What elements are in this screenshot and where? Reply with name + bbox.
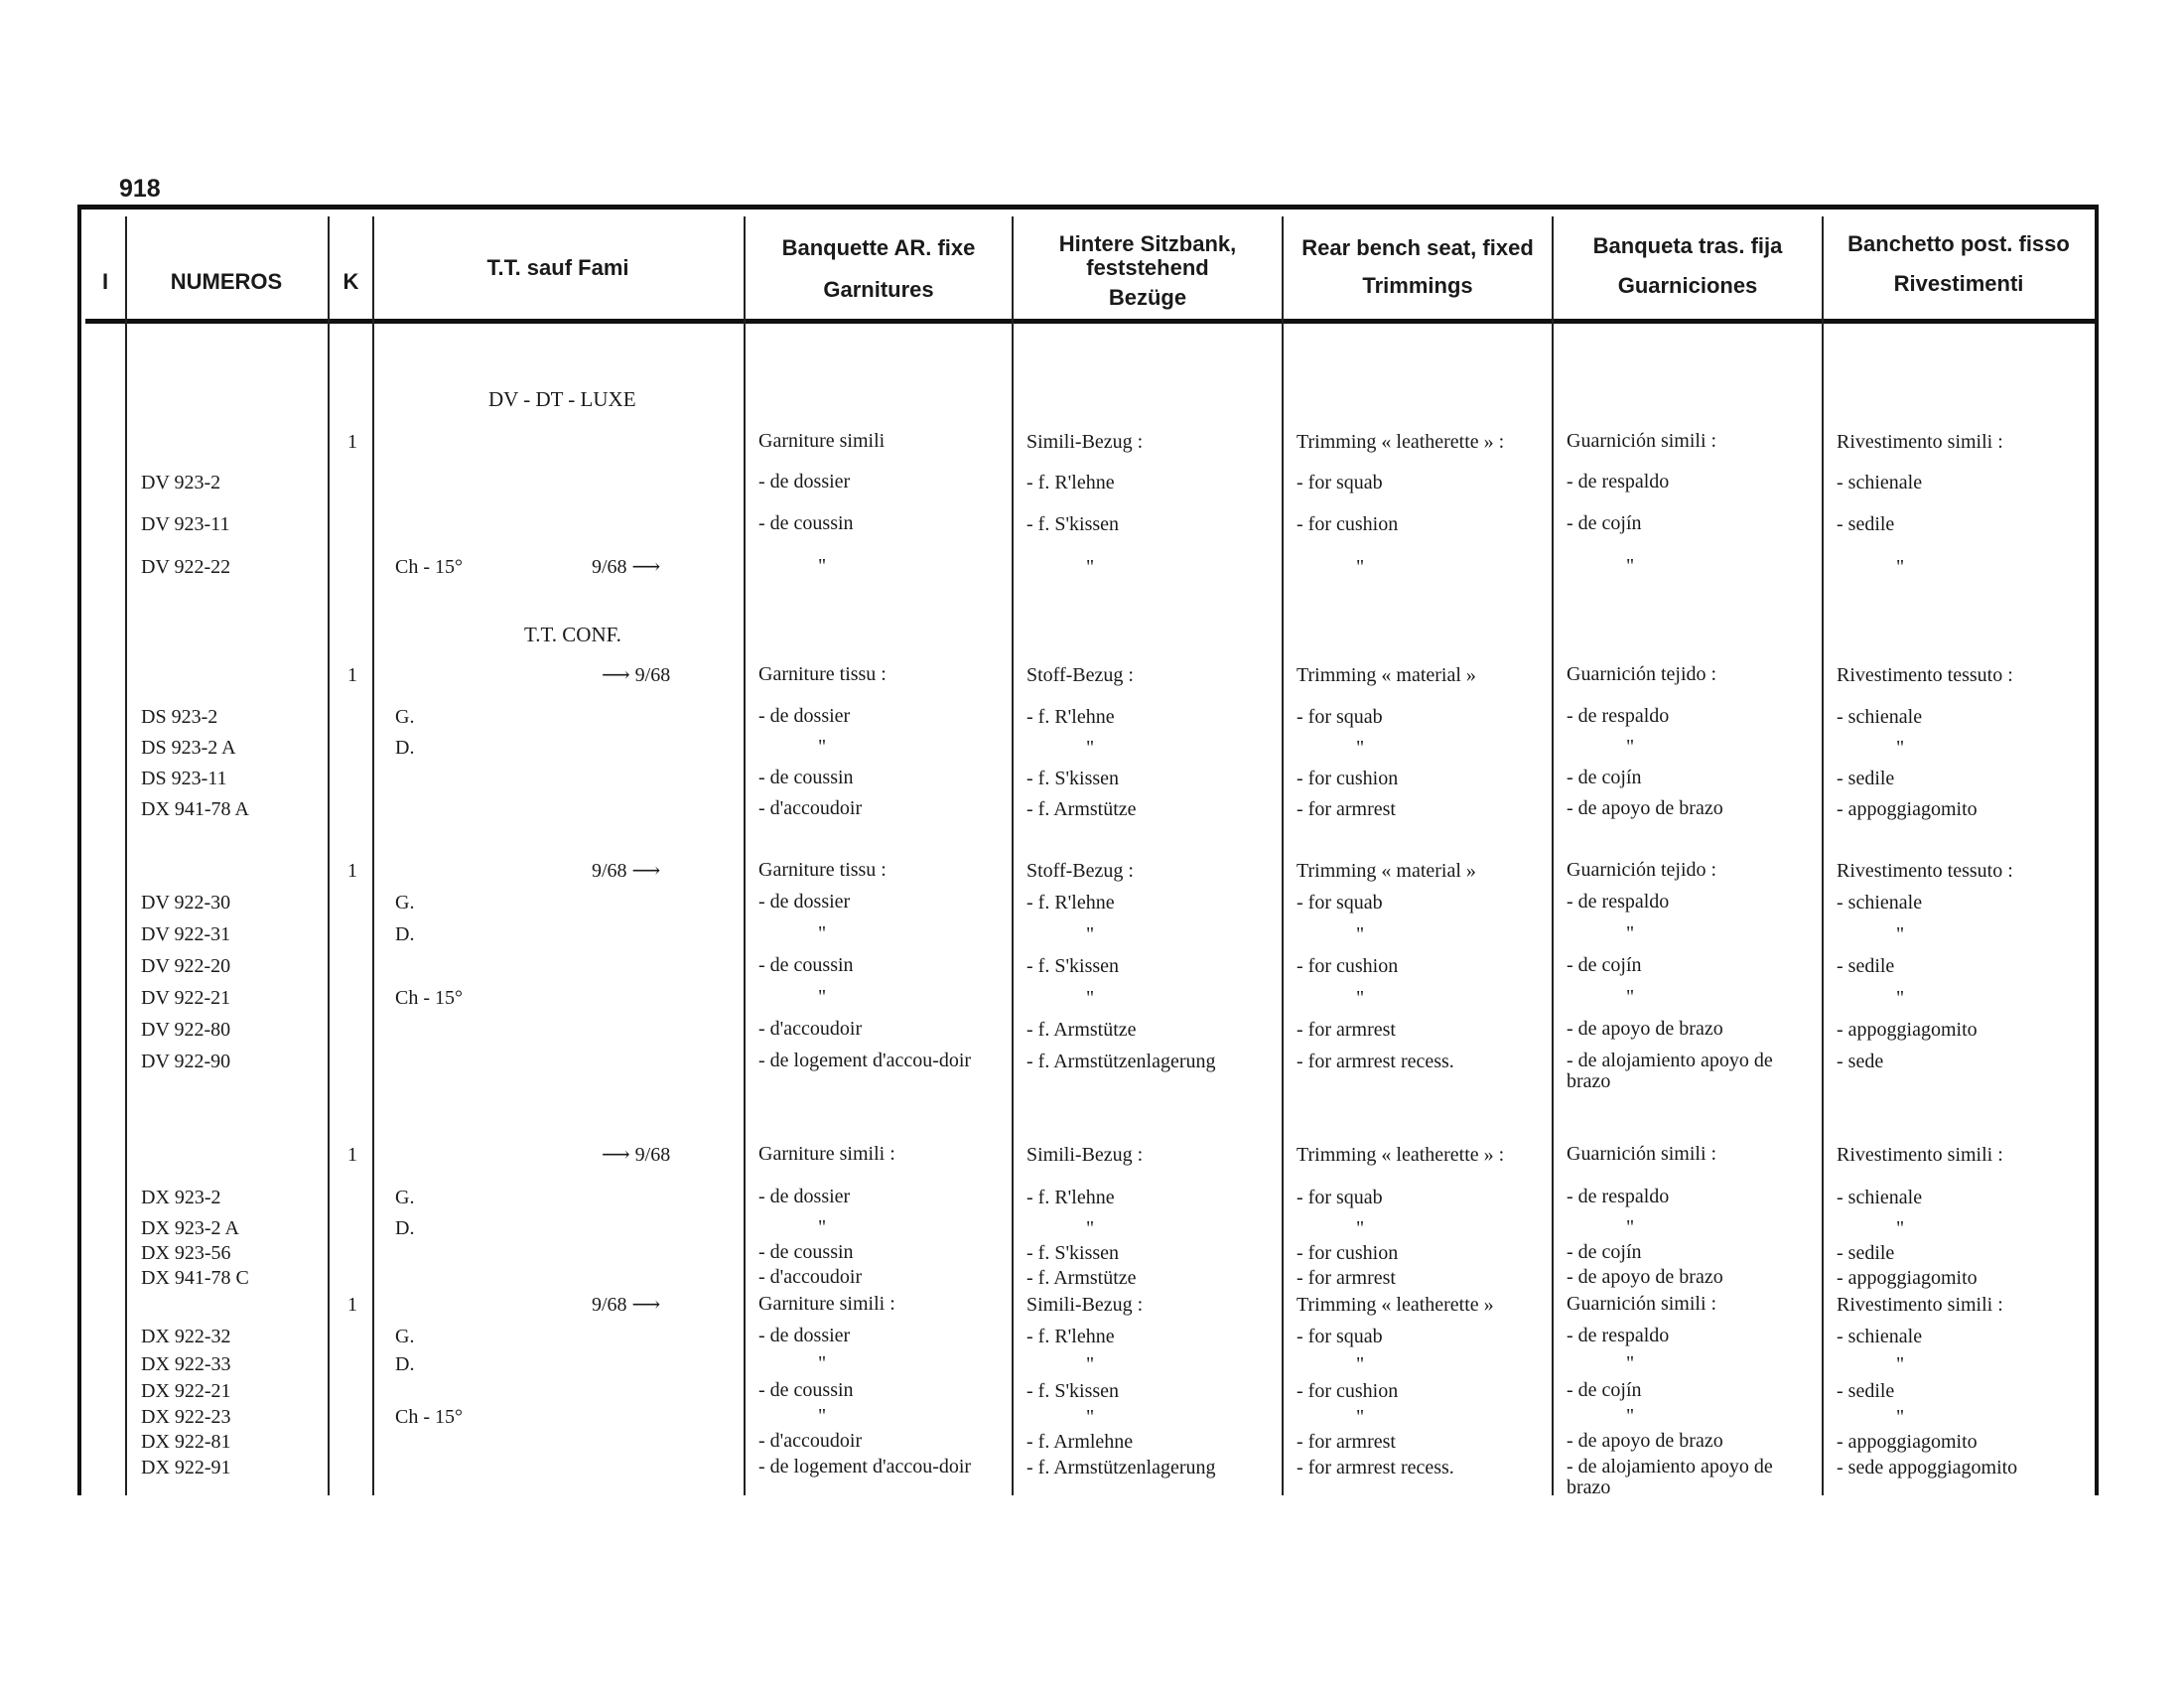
cell-fr: " <box>818 1405 827 1427</box>
cell-fr: - de coussin <box>758 512 854 534</box>
cell-it: - schienale <box>1837 1187 1923 1208</box>
cell-en: - for cushion <box>1297 955 1399 977</box>
cell-de: - f. Armstützenlagerung <box>1026 1051 1216 1072</box>
cell-fr: - de coussin <box>758 767 854 788</box>
cell-fr: Garniture simili : <box>758 1143 895 1165</box>
cell-de: - f. S'kissen <box>1026 1242 1120 1264</box>
cell-it: " <box>1896 737 1905 759</box>
header-it-line1: Banchetto post. fisso <box>1847 231 2070 256</box>
cell-de: - f. S'kissen <box>1026 955 1120 977</box>
cell-de: - f. S'kissen <box>1026 513 1120 535</box>
cell-num: DV 922-21 <box>141 987 231 1009</box>
cell-en: - for armrest <box>1297 1019 1396 1041</box>
cell-es: " <box>1626 555 1635 577</box>
cell-it: Rivestimento tessuto : <box>1837 860 2013 882</box>
cell-es: - de respaldo <box>1567 705 1670 727</box>
cell-en: Trimming « material » <box>1297 664 1476 686</box>
cell-num: DX 922-23 <box>141 1406 231 1428</box>
cell-num: DS 923-11 <box>141 768 227 789</box>
page-number: 918 <box>119 175 161 203</box>
cell-fr: Garniture simili <box>758 430 886 452</box>
cell-num: DS 923-2 A <box>141 737 236 759</box>
cell-fr: - de dossier <box>758 891 851 913</box>
cell-es: - de cojín <box>1567 1379 1642 1401</box>
cell-fr: - de dossier <box>758 471 851 492</box>
cell-en: - for cushion <box>1297 1242 1399 1264</box>
header-tt: T.T. sauf Fami <box>486 255 629 280</box>
top-rule <box>77 205 2099 210</box>
cell-de: Simili-Bezug : <box>1026 431 1144 453</box>
header-rule <box>85 319 2099 324</box>
cell-tt: D. <box>395 737 415 759</box>
header-es-line1: Banqueta tras. fija <box>1592 233 1783 258</box>
cell-tt: D. <box>395 1217 415 1239</box>
cell-en: - for armrest recess. <box>1297 1051 1454 1072</box>
cell-es: " <box>1626 986 1635 1008</box>
cell-it: - appoggiagomito <box>1837 1019 1978 1041</box>
header-it-line2: Rivestimenti <box>1893 271 2024 296</box>
cell-de: " <box>1086 1217 1095 1239</box>
section-title-conf: T.T. CONF. <box>524 623 621 646</box>
cell-es: - de apoyo de brazo <box>1567 1018 1723 1040</box>
cell-num: DV 922-80 <box>141 1019 231 1041</box>
cell-num: DX 923-2 <box>141 1187 221 1208</box>
header-k: K <box>342 269 359 294</box>
cell-es: Guarnición tejido : <box>1567 663 1717 685</box>
cell-it: - sedile <box>1837 955 1895 977</box>
cell-de: - f. Armstütze <box>1026 1019 1137 1041</box>
cell-it: - sede appoggiagomito <box>1837 1457 2018 1478</box>
cell-en: Trimming « leatherette » : <box>1297 1144 1505 1166</box>
cell-en: Trimming « material » <box>1297 860 1476 882</box>
cell-it: Rivestimento simili : <box>1837 1294 2003 1316</box>
cell-fr: " <box>818 736 827 758</box>
cell-es: Guarnición simili : <box>1567 1143 1717 1165</box>
frame-right <box>2095 205 2099 1495</box>
cell-fr: - d'accoudoir <box>758 797 863 819</box>
cell-fr: - de coussin <box>758 1241 854 1263</box>
header-en-line1: Rear bench seat, fixed <box>1301 235 1534 260</box>
cell-it: " <box>1896 1217 1905 1239</box>
header-fr-line1: Banquette AR. fixe <box>781 235 976 260</box>
cell-en: " <box>1356 556 1365 578</box>
cell-num: DX 941-78 A <box>141 798 249 820</box>
col-sep-3 <box>372 216 374 1495</box>
cell-en: - for squab <box>1297 1326 1383 1347</box>
cell-es: " <box>1626 1352 1635 1374</box>
header-numeros: NUMEROS <box>170 269 283 294</box>
cell-de: - f. S'kissen <box>1026 768 1120 789</box>
cell-fr: - de dossier <box>758 1186 851 1207</box>
col-sep-6 <box>1282 216 1284 1495</box>
cell-es: " <box>1626 922 1635 944</box>
cell-es: - de respaldo <box>1567 1325 1670 1346</box>
cell-date: 9/68 ⟶ <box>592 556 661 578</box>
cell-num: DV 922-31 <box>141 923 231 945</box>
cell-es: Guarnición simili : <box>1567 1293 1717 1315</box>
cell-de: " <box>1086 987 1095 1009</box>
col-sep-7 <box>1552 216 1554 1495</box>
cell-it: " <box>1896 923 1905 945</box>
cell-en: - for cushion <box>1297 1380 1399 1402</box>
cell-de: Stoff-Bezug : <box>1026 664 1134 686</box>
cell-date2: ⟶ 9/68 <box>602 664 671 686</box>
cell-fr: - de coussin <box>758 1379 854 1401</box>
col-sep-5 <box>1012 216 1014 1495</box>
cell-es: - de apoyo de brazo <box>1567 1430 1723 1452</box>
cell-fr: - de dossier <box>758 1325 851 1346</box>
cell-es: - de alojamiento apoyo de brazo <box>1567 1456 1773 1498</box>
cell-it: - schienale <box>1837 1326 1923 1347</box>
section-title-luxe: DV - DT - LUXE <box>488 387 636 411</box>
cell-es: Guarnición tejido : <box>1567 859 1717 881</box>
cell-num: DX 922-81 <box>141 1431 231 1453</box>
cell-de: - f. R'lehne <box>1026 1187 1115 1208</box>
cell-num: DV 922-30 <box>141 892 231 914</box>
cell-num: DX 923-2 A <box>141 1217 239 1239</box>
cell-en: " <box>1356 923 1365 945</box>
cell-es: - de cojín <box>1567 1241 1642 1263</box>
cell-it: - schienale <box>1837 706 1923 728</box>
cell-it: - schienale <box>1837 472 1923 493</box>
cell-fr: " <box>818 1352 827 1374</box>
cell-date: 9/68 ⟶ <box>592 1294 661 1316</box>
cell-de: " <box>1086 1406 1095 1428</box>
cell-it: - appoggiagomito <box>1837 1267 1978 1289</box>
cell-en: " <box>1356 1353 1365 1375</box>
cell-es: - de apoyo de brazo <box>1567 797 1723 819</box>
cell-en: " <box>1356 1406 1365 1428</box>
col-sep-1 <box>125 216 127 1495</box>
cell-it: - sedile <box>1837 1380 1895 1402</box>
cell-num: DV 922-22 <box>141 556 231 578</box>
cell-en: - for armrest recess. <box>1297 1457 1454 1478</box>
cell-fr: - de dossier <box>758 705 851 727</box>
cell-tt: Ch - 15° <box>395 556 463 578</box>
header-de-line1: Hintere Sitzbank, <box>1058 231 1237 256</box>
cell-num: DX 922-32 <box>141 1326 231 1347</box>
cell-tt: G. <box>395 1187 415 1208</box>
cell-es: - de respaldo <box>1567 891 1670 913</box>
cell-es: - de cojín <box>1567 512 1642 534</box>
cell-es: - de cojín <box>1567 767 1642 788</box>
cell-fr: - d'accoudoir <box>758 1018 863 1040</box>
cell-es: - de cojín <box>1567 954 1642 976</box>
cell-de: - f. S'kissen <box>1026 1380 1120 1402</box>
cell-k: 1 <box>347 1144 357 1166</box>
cell-it: Rivestimento simili : <box>1837 1144 2003 1166</box>
cell-en: - for armrest <box>1297 798 1396 820</box>
cell-it: " <box>1896 1353 1905 1375</box>
cell-fr: - de coussin <box>758 954 854 976</box>
col-sep-4 <box>744 216 746 1495</box>
cell-it: - sedile <box>1837 1242 1895 1264</box>
cell-en: - for squab <box>1297 472 1383 493</box>
cell-fr: " <box>818 986 827 1008</box>
cell-num: DV 922-20 <box>141 955 231 977</box>
cell-it: - sedile <box>1837 768 1895 789</box>
cell-de: " <box>1086 1353 1095 1375</box>
cell-fr: " <box>818 922 827 944</box>
cell-tt: Ch - 15° <box>395 987 463 1009</box>
cell-tt: D. <box>395 923 415 945</box>
cell-es: Guarnición simili : <box>1567 430 1717 452</box>
cell-fr: Garniture simili : <box>758 1293 895 1315</box>
cell-tt: Ch - 15° <box>395 1406 463 1428</box>
cell-de: - f. Armstützenlagerung <box>1026 1457 1216 1478</box>
cell-de: - f. R'lehne <box>1026 706 1115 728</box>
cell-it: " <box>1896 987 1905 1009</box>
cell-num: DX 922-91 <box>141 1457 231 1478</box>
cell-fr: - d'accoudoir <box>758 1430 863 1452</box>
cell-it: " <box>1896 1406 1905 1428</box>
cell-it: - appoggiagomito <box>1837 798 1978 820</box>
cell-fr: Garniture tissu : <box>758 663 887 685</box>
cell-it: - sedile <box>1837 513 1895 535</box>
header-col-i: I <box>101 269 109 294</box>
cell-k: 1 <box>347 664 357 686</box>
header-de-line2: feststehend <box>1086 255 1209 280</box>
cell-en: Trimming « leatherette » <box>1297 1294 1494 1316</box>
cell-tt: G. <box>395 1326 415 1347</box>
col-sep-2 <box>328 216 330 1495</box>
cell-it: - schienale <box>1837 892 1923 914</box>
cell-k: 1 <box>347 860 357 882</box>
cell-es: - de alojamiento apoyo de brazo <box>1567 1050 1773 1092</box>
cell-k: 1 <box>347 431 357 453</box>
cell-de: - f. R'lehne <box>1026 1326 1115 1347</box>
cell-num: DV 923-11 <box>141 513 230 535</box>
cell-num: DS 923-2 <box>141 706 218 728</box>
cell-en: Trimming « leatherette » : <box>1297 431 1505 453</box>
cell-de: Stoff-Bezug : <box>1026 860 1134 882</box>
cell-en: " <box>1356 987 1365 1009</box>
cell-en: - for cushion <box>1297 513 1399 535</box>
cell-de: - f. Armstütze <box>1026 798 1137 820</box>
cell-de: - f. R'lehne <box>1026 472 1115 493</box>
cell-de: " <box>1086 556 1095 578</box>
cell-date2: ⟶ 9/68 <box>602 1144 671 1166</box>
cell-es: " <box>1626 1216 1635 1238</box>
cell-fr: " <box>818 1216 827 1238</box>
cell-es: " <box>1626 1405 1635 1427</box>
cell-de: " <box>1086 737 1095 759</box>
cell-it: - sede <box>1837 1051 1884 1072</box>
cell-it: " <box>1896 556 1905 578</box>
cell-es: - de respaldo <box>1567 1186 1670 1207</box>
cell-en: " <box>1356 737 1365 759</box>
header-fr-line2: Garnitures <box>823 277 934 302</box>
cell-num: DV 923-2 <box>141 472 221 493</box>
cell-de: Simili-Bezug : <box>1026 1144 1144 1166</box>
cell-k: 1 <box>347 1294 357 1316</box>
header-es-line2: Guarniciones <box>1617 273 1758 298</box>
cell-en: - for cushion <box>1297 768 1399 789</box>
header-de-line3: Bezüge <box>1108 285 1187 310</box>
frame-left <box>77 205 81 1495</box>
cell-es: - de apoyo de brazo <box>1567 1266 1723 1288</box>
cell-tt: G. <box>395 706 415 728</box>
cell-en: - for armrest <box>1297 1267 1396 1289</box>
cell-de: Simili-Bezug : <box>1026 1294 1144 1316</box>
cell-fr: " <box>818 555 827 577</box>
cell-de: - f. Armstütze <box>1026 1267 1137 1289</box>
cell-fr: - de logement d'accou-doir <box>758 1050 972 1071</box>
cell-it: Rivestimento tessuto : <box>1837 664 2013 686</box>
cell-en: - for squab <box>1297 892 1383 914</box>
cell-en: - for squab <box>1297 706 1383 728</box>
col-sep-8 <box>1822 216 1824 1495</box>
cell-fr: - de logement d'accou-doir <box>758 1456 972 1477</box>
cell-en: " <box>1356 1217 1365 1239</box>
cell-num: DX 941-78 C <box>141 1267 249 1289</box>
cell-num: DV 922-90 <box>141 1051 231 1072</box>
cell-es: - de respaldo <box>1567 471 1670 492</box>
cell-de: " <box>1086 923 1095 945</box>
cell-en: - for squab <box>1297 1187 1383 1208</box>
cell-de: - f. R'lehne <box>1026 892 1115 914</box>
cell-num: DX 922-33 <box>141 1353 231 1375</box>
header-en-line2: Trimmings <box>1362 273 1473 298</box>
cell-num: DX 922-21 <box>141 1380 231 1402</box>
cell-date: 9/68 ⟶ <box>592 860 661 882</box>
cell-en: - for armrest <box>1297 1431 1396 1453</box>
cell-es: " <box>1626 736 1635 758</box>
cell-num: DX 923-56 <box>141 1242 231 1264</box>
cell-tt: D. <box>395 1353 415 1375</box>
cell-tt: G. <box>395 892 415 914</box>
cell-fr: - d'accoudoir <box>758 1266 863 1288</box>
cell-it: - appoggiagomito <box>1837 1431 1978 1453</box>
cell-fr: Garniture tissu : <box>758 859 887 881</box>
cell-it: Rivestimento simili : <box>1837 431 2003 453</box>
cell-de: - f. Armlehne <box>1026 1431 1134 1453</box>
